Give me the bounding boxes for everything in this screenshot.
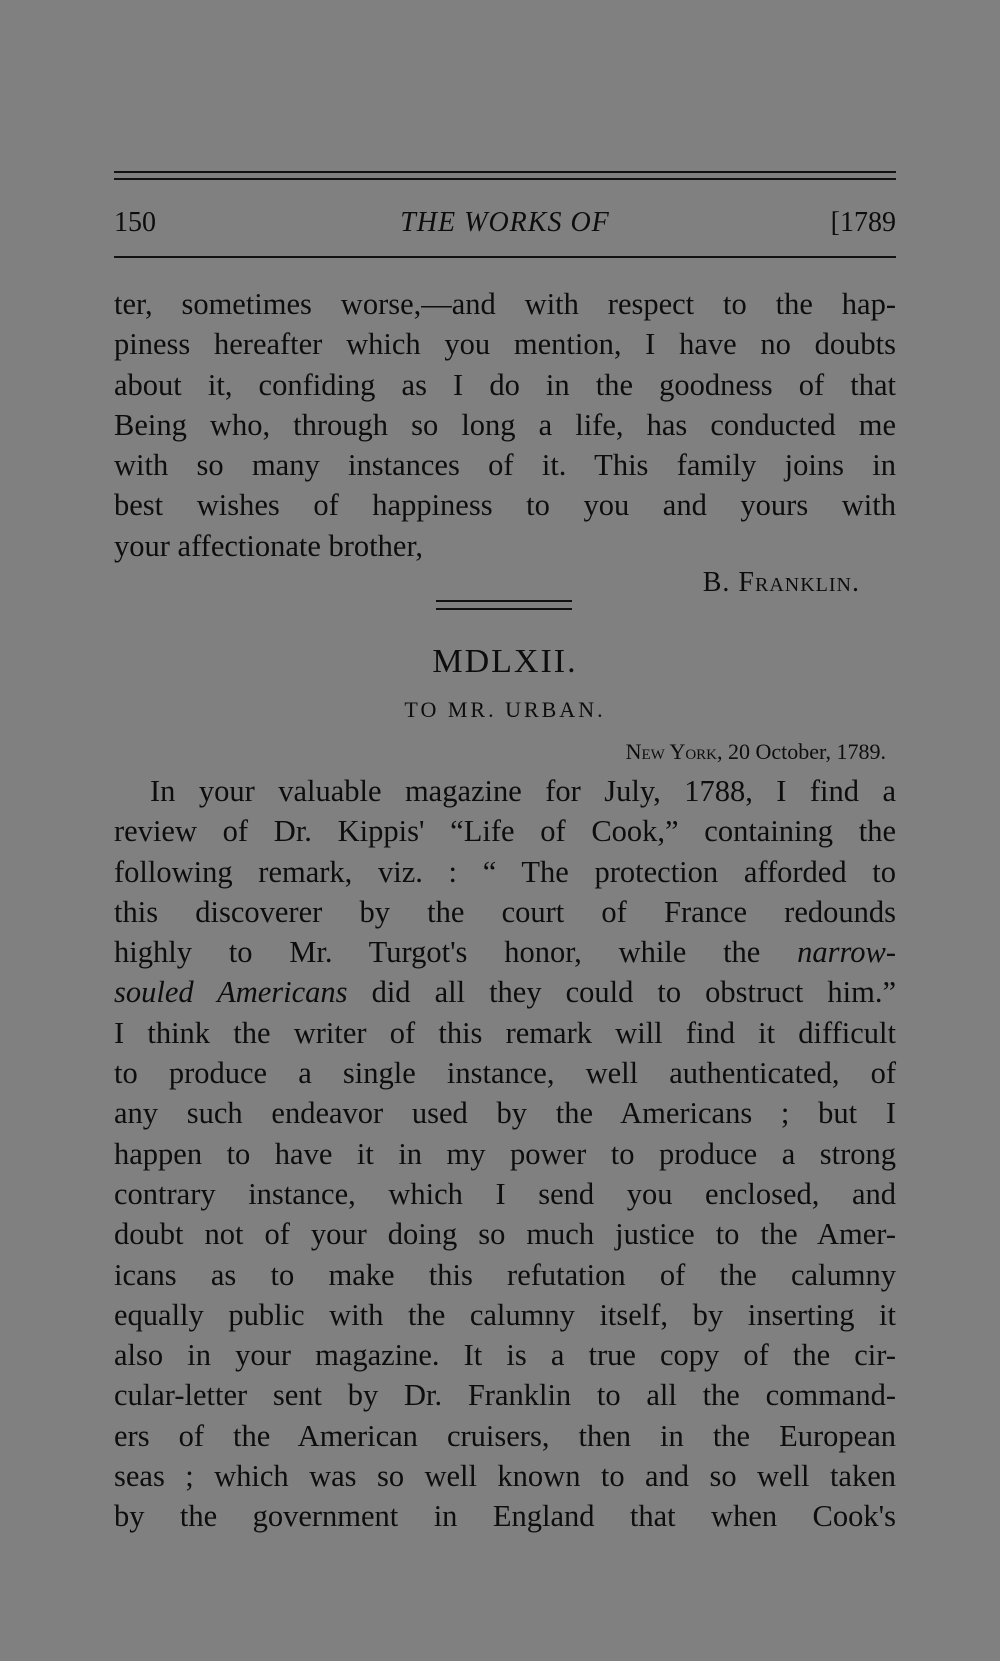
paragraph-2 [114,771,896,1537]
text-line: review of Dr. Kippis' “Life of Cook,” containing the [114,814,896,849]
text-line: following remark, viz. : “ The protection afforded to [114,854,896,889]
text-line: Being who, through so long a life, has conducted me [114,407,896,442]
text-fragment: highly to Mr. Turgot's honor, while the [114,935,798,970]
text-line: cular-letter sent by Dr. Franklin to all the command- [114,1378,896,1413]
header-top-rule [114,171,896,173]
text-line: best wishes of happiness to you and yours with [114,488,896,523]
text-line: piness hereafter which you mention, I have no doubts [114,327,896,362]
text-line: by the government in England that when Cook's [114,1499,896,1534]
letter-addressee: TO MR. URBAN. [404,697,606,722]
text-line: also in your magazine. It is a true copy of the cir- [114,1338,896,1373]
page-number: 150 [114,207,156,238]
running-title: THE WORKS OF [400,207,610,238]
letter-dateline [626,736,886,768]
text-line: ter, sometimes worse,—and with respect to the hap- [114,287,896,321]
text-line: to produce a single instance, well authenticated, of [114,1056,896,1091]
section-separator [436,600,572,602]
letter-place: New York, [625,739,723,764]
text-fragment: did all they could to obstruct him.” [371,975,897,1010]
italic-phrase: narrow- [797,935,896,970]
text-line: with so many instances of it. This family joins in [114,448,896,483]
letter-number: MDLXII. [432,643,578,680]
text-line: about it, confiding as I do in the goodness of that [114,367,896,402]
book-page [114,0,896,1661]
text-line: equally public with the calumny itself, by inserting it [114,1297,896,1332]
text-line: icans as to make this refutation of the calumny [114,1257,896,1292]
running-year: [1789 [830,207,896,238]
text-line: ers of the American cruisers, then in the European [114,1418,896,1453]
signature: B. Franklin. [702,567,860,598]
text-line-with-italic [114,972,896,1012]
text-line: I think the writer of this remark will find it difficult [114,1015,896,1050]
text-line: contrary instance, which I send you enclosed, and [114,1176,896,1211]
italic-phrase: souled Americans [114,975,348,1010]
header-top-rule-double [114,178,896,180]
text-line: happen to have it in my power to produce a strong [114,1136,896,1171]
section-separator-double [436,608,572,610]
text-line: this discoverer by the court of France redounds [114,894,896,929]
text-line: your affectionate brother, [114,528,424,563]
running-head [114,203,896,243]
paragraph-1 [114,284,896,566]
text-line: any such endeavor used by the Americans ; but I [114,1096,896,1131]
header-bottom-rule [114,256,896,258]
text-line: doubt not of your doing so much justice to the Amer- [114,1217,896,1252]
text-line-with-italic [114,932,896,972]
text-line: seas ; which was so well known to and so well taken [114,1459,896,1494]
text-line: In your valuable magazine for July, 1788, I find a [150,774,896,808]
letter-date: 20 October, 1789. [728,739,886,764]
